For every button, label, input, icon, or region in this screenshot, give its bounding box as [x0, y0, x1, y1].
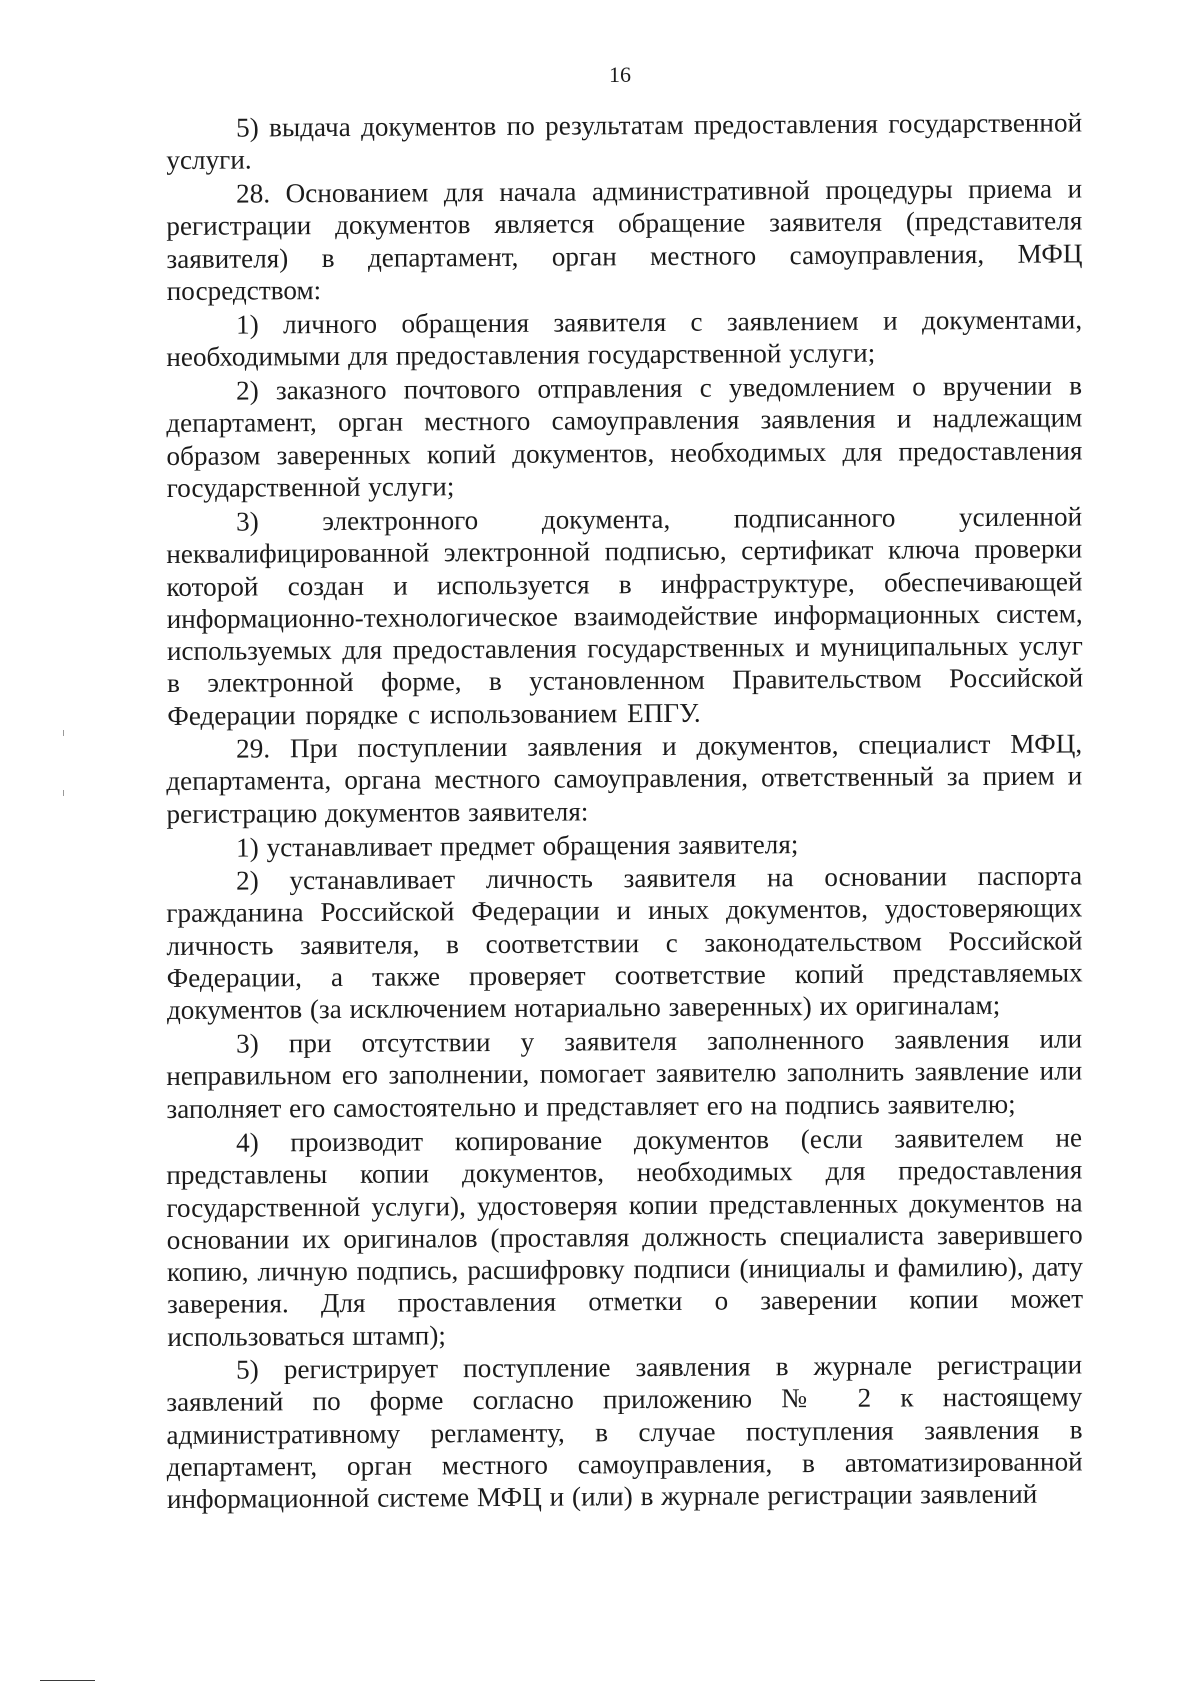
paragraph-29-item-5: 5) регистрирует поступление заявления в журнале регистрации заявлений по форме согласно приложению № 2 к настоящему административному регламенту, в случае поступления заявления в департамент, орган местного самоуправления, в автоматизированной информационной системе МФЦ и (или) в журнале регистрации заявлений	[166, 1349, 1083, 1515]
paragraph-28: 28. Основанием для начала административной процедуры приема и регистрации документов является обращение заявителя (представителя заявителя) в департамент, орган местного самоуправления, МФЦ посредством:	[166, 173, 1083, 306]
paragraph-29-item-1: 1) устанавливает предмет обращения заявителя;	[236, 828, 799, 863]
paragraph-29-item-2: 2) устанавливает личность заявителя на основании паспорта гражданина Российской Федерации и иных документов, удостоверяющих личность заявителя, в соответствии с законодательством Российской Федерации, а также проверяет соответствие копий представляемых документов (за исключением нотариально заверенных) их оригиналам;	[166, 860, 1083, 1026]
paragraph-29-item-3: 3) при отсутствии у заявителя заполненного заявления или неправильном его заполнении, помогает заявителю заполнить заявление или заполняет его самостоятельно и представляет его на подпись заявителю;	[166, 1023, 1083, 1124]
scan-margin-mark	[63, 790, 64, 796]
page-number: 16	[609, 62, 631, 87]
scan-margin-line	[40, 1680, 95, 1681]
paragraph-28-item-2: 2) заказного почтового отправления с уведомлением о вручении в департамент, орган местного самоуправления заявления и надлежащим образом заверенных копий документов, необходимых для предоставления государственной услуги;	[166, 370, 1083, 503]
document-body	[166, 107, 1084, 1517]
paragraph-28-item-3: 3) электронного документа, подписанного усиленной неквалифицированной электронной подписью, сертификат ключа проверки которой создан и используется в инфраструктуре, обеспечивающей информационно-технологическое взаимодействие информационных систем, используемых для предоставления государственных и муниципальных услуг в электронной форме, в установленном Правительством Российской Федерации порядке с использованием ЕПГУ.	[166, 500, 1084, 731]
paragraph-29: 29. При поступлении заявления и документов, специалист МФЦ, департамента, органа местного самоуправления, ответственный за прием и регистрацию документов заявителя:	[166, 728, 1083, 829]
paragraph-29-item-4: 4) производит копирование документов (если заявителем не представлены копии документов, необходимых для предоставления государственной услуги), удостоверяя копии представленных документов на основании их оригиналов (проставляя должность специалиста заверившего копию, личную подпись, расшифровку подписи (инициалы и фамилию), дату заверения. Для проставления отметки о заверении копии может использоваться штамп);	[166, 1122, 1084, 1352]
paragraph-28-item-1: 1) личного обращения заявителя с заявлением и документами, необходимыми для предоставления государственной услуги;	[166, 304, 1083, 373]
scan-margin-mark	[63, 730, 64, 736]
paragraph-item-5-issuance: 5) выдача документов по результатам предоставления государственной услуги.	[166, 107, 1083, 176]
